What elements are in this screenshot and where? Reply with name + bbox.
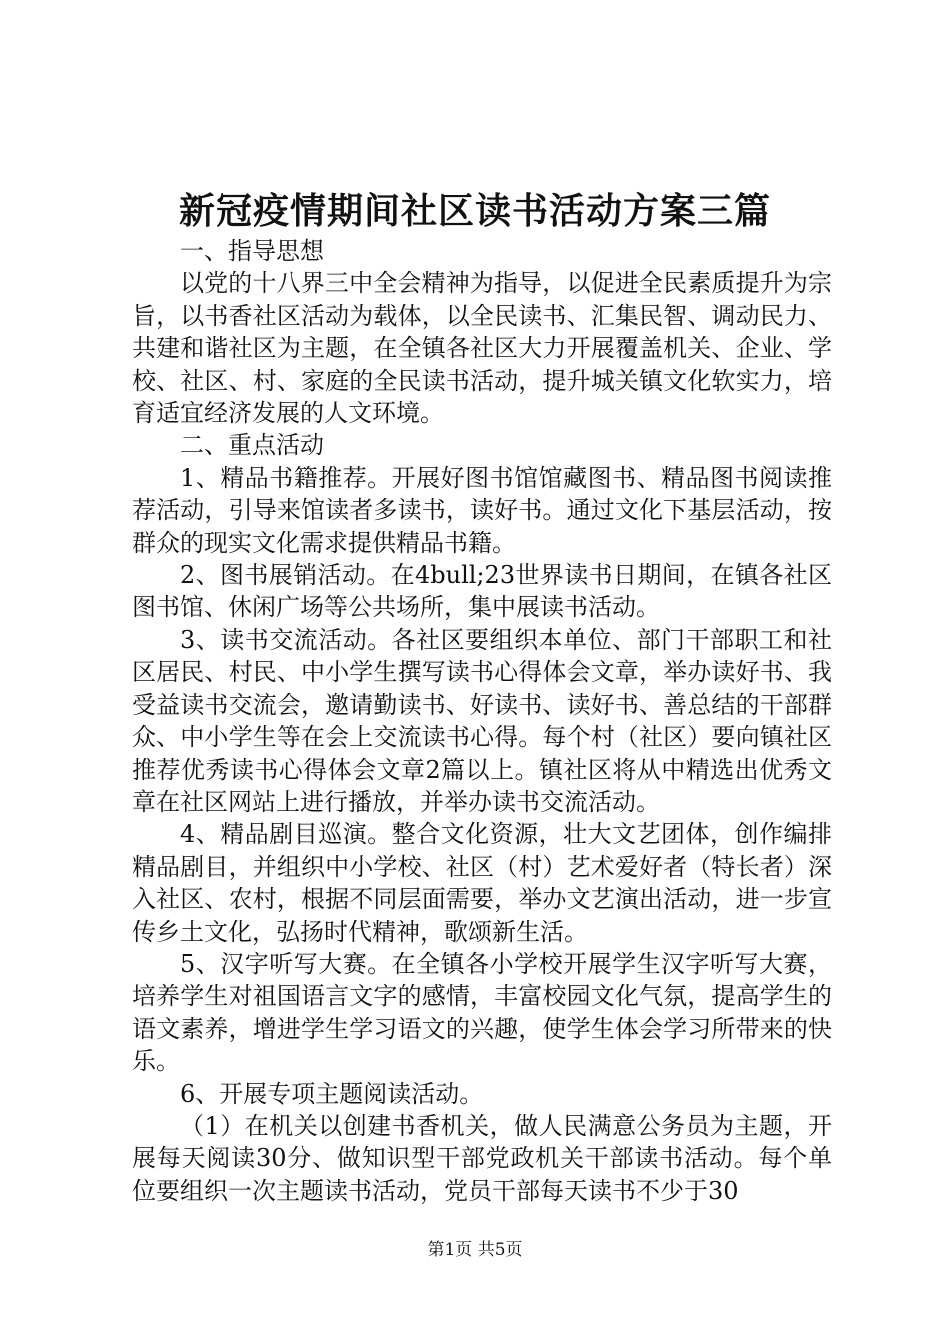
paragraph-activity-3: 3、读书交流活动。各社区要组织本单位、部门干部职工和社区居民、村民、中小学生撰写读书心得体会文章，举办读好书、我受益读书交流会，邀请勤读书、好读书、读好书、善总结的干部群众、中小学生等在会上交流读书心得。每个村（社区）要向镇社区推荐优秀读书心得体会文章2篇以上。镇社区将从中精选出优秀文章在社区网站上进行播放，并举办读书交流活动。 xyxy=(132,625,832,816)
heading-key-activities: 二、重点活动 xyxy=(180,431,324,460)
paragraph-guiding-ideology: 以党的十八界三中全会精神为指导，以促进全民素质提升为宗旨，以书香社区活动为载体，以全民读书、汇集民智、调动民力、共建和谐社区为主题，在全镇各社区大力开展覆盖机关、企业、学校、社区、村、家庭的全民读书活动，提升城关镇文化软实力，培育适宜经济发展的人文环境。 xyxy=(132,269,832,428)
paragraph-activity-6: 6、开展专项主题阅读活动。 xyxy=(180,1079,484,1108)
paragraph-activity-1: 1、精品书籍推荐。开展好图书馆馆藏图书、精品图书阅读推荐活动，引导来馆读者多读书，读好书。通过文化下基层活动，按群众的现实文化需求提供精品书籍。 xyxy=(132,463,832,557)
paragraph-activity-6-1: （1）在机关以创建书香机关，做人民满意公务员为主题，开展每天阅读30分、做知识型干部党政机关干部读书活动。每个单位要组织一次主题读书活动，党员干部每天读书不少于30 xyxy=(132,1111,832,1205)
page-number-footer: 第1页 共5页 xyxy=(427,1240,523,1260)
paragraph-activity-2: 2、图书展销活动。在4bull;23世界读书日期间，在镇各社区图书馆、休闲广场等公共场所，集中展读书活动。 xyxy=(132,561,832,622)
paragraph-activity-5: 5、汉字听写大赛。在全镇各小学校开展学生汉字听写大赛，培养学生对祖国语言文字的感情，丰富校园文化气氛，提高学生的语文素养，增进学生学习语文的兴趣，使学生体会学习所带来的快乐。 xyxy=(132,949,832,1076)
paragraph-activity-4: 4、精品剧目巡演。整合文化资源，壮大文艺团体，创作编排精品剧目，并组织中小学校、社区（村）艺术爱好者（特长者）深入社区、农村，根据不同层面需要，举办文艺演出活动，进一步宣传乡土文化，弘扬时代精神，歌颂新生活。 xyxy=(132,820,832,946)
document-body xyxy=(132,235,832,1207)
heading-guiding-ideology: 一、指导思想 xyxy=(180,237,324,265)
document-title: 新冠疫情期间社区读书活动方案三篇 xyxy=(178,190,771,232)
